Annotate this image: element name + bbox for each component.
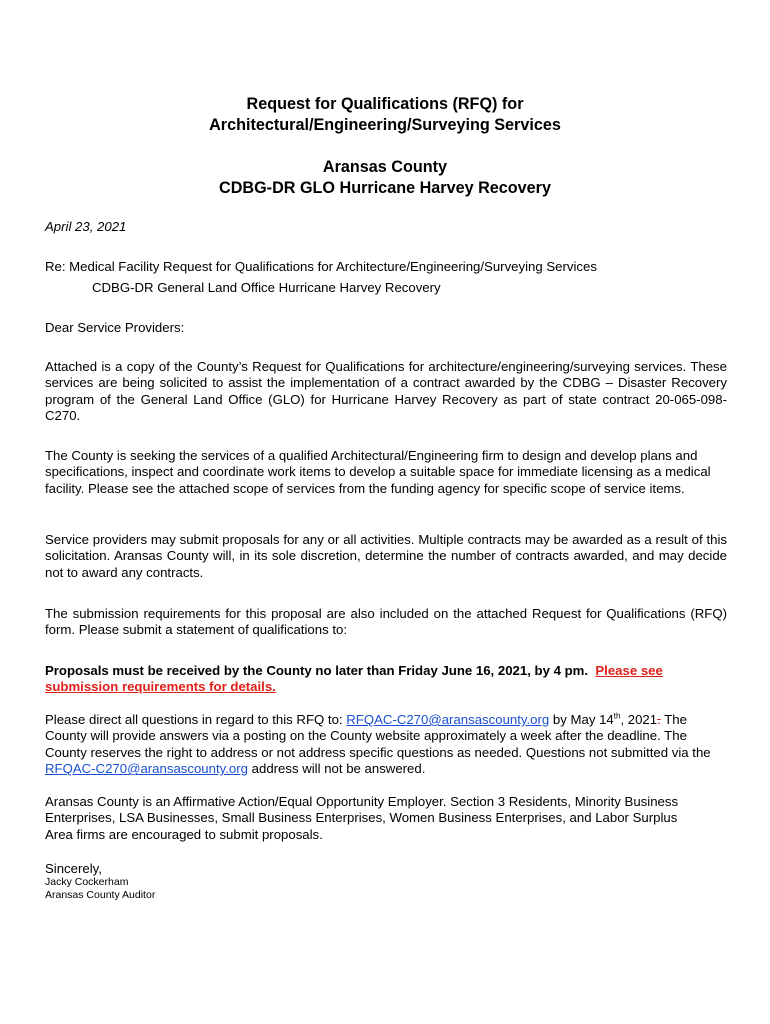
struck-period: . <box>657 712 661 727</box>
ordinal-suffix: th <box>613 711 621 721</box>
re-line-1: Re: Medical Facility Request for Qualifications for Architecture/Engineering/Surveying Services <box>45 259 597 274</box>
paragraph-scope: The County is seeking the services of a qualified Architectural/Engineering firm to design and develop plans and specifications, inspect and coordinate work items to develop a suitable space for immediate licensing as a medical facility. Please see the attached scope of services from the funding agency for specific scope of service items. <box>45 448 711 496</box>
title-line-4: CDBG-DR GLO Hurricane Harvey Recovery <box>219 179 551 197</box>
closing-sincerely: Sincerely, <box>45 861 102 876</box>
re-line-2: CDBG-DR General Land Office Hurricane Harvey Recovery <box>92 280 441 295</box>
title-line-1: Request for Qualifications (RFQ) for <box>246 95 524 113</box>
email-link-2[interactable]: RFQAC-C270@aransascounty.org <box>45 761 248 777</box>
signer-role: Aransas County Auditor <box>45 889 156 901</box>
paragraph-eeo <box>45 794 727 843</box>
salutation: Dear Service Providers: <box>45 320 185 335</box>
document-subtitle <box>0 157 770 199</box>
paragraph-questions <box>45 712 727 778</box>
letter-date: April 23, 2021 <box>45 219 127 234</box>
title-line-2: Architectural/Engineering/Surveying Services <box>209 116 561 134</box>
questions-text-d: The County will provide answers via a posting on the County website approximately a week after the deadline. The County reserves the right to address or not address specific questions as needed. Questions not submitted via the <box>45 712 711 760</box>
signer-name: Jacky Cockerham <box>45 876 129 888</box>
submission-requirements-note: Please see submission requirements for details. <box>45 663 663 695</box>
questions-text-a: Please direct all questions in regard to this RFQ to: <box>45 712 347 727</box>
eeo-text-b: Area firms are encouraged to submit proposals. <box>45 826 323 842</box>
email-link-1[interactable]: RFQAC-C270@aransascounty.org <box>346 712 550 727</box>
questions-text-b: by May 14 <box>549 712 614 727</box>
paragraph-contracts: Service providers may submit proposals for any or all activities. Multiple contracts may be awarded as a result of this solicitation. Aransas County will, in its sole discretion, determine the number of contracts awarded, and may decide not to award any contracts. <box>45 532 727 580</box>
paragraph-submission: The submission requirements for this proposal are also included on the attached Request for Qualifications (RFQ) form. Please submit a statement of qualifications to: <box>45 606 727 638</box>
document-title <box>0 94 770 136</box>
paragraph-deadline <box>45 663 727 696</box>
title-line-3: Aransas County <box>322 158 448 176</box>
eeo-text-a: Aransas County is an Affirmative Action/Equal Opportunity Employer. Section 3 Residents, Minority Business Enterprises, LSA Businesses, Small Business Enterprises, Women Business Enterprises, and Labor Surplus <box>45 794 679 826</box>
questions-text-c: , 2021 <box>620 712 658 727</box>
deadline-text: Proposals must be received by the County no later than Friday June 16, 2021, by 4 pm. <box>45 663 589 678</box>
paragraph-intro: Attached is a copy of the County’s Request for Qualifications for architecture/engineering/surveying services. These services are being solicited to assist the implementation of a contract awarded by the CDBG – Disaster Recovery program of the General Land Office (GLO) for Hurricane Harvey Recovery as part of state contract 20-065-098-C270. <box>45 359 727 424</box>
questions-text-e: address will not be answered. <box>247 761 426 777</box>
